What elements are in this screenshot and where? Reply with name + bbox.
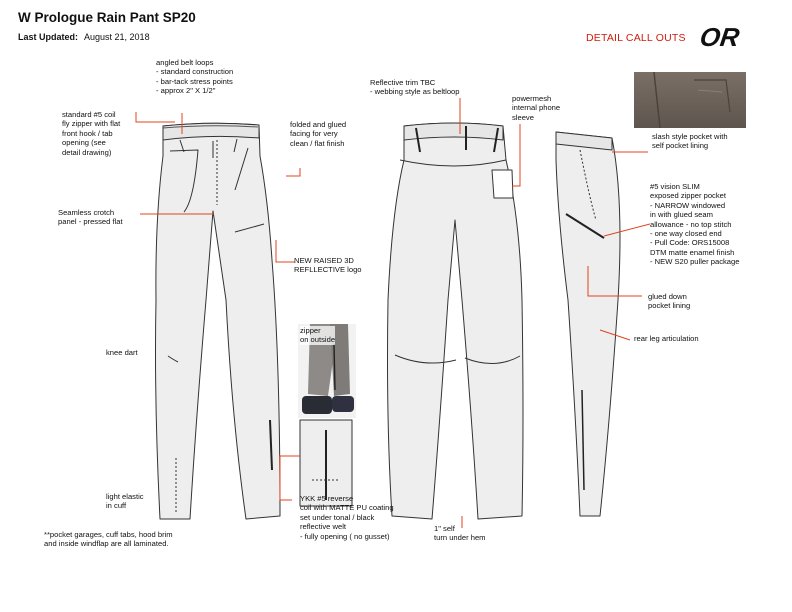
- note-rear-articulation: rear leg articulation: [634, 334, 699, 343]
- last-updated-label: Last Updated:: [18, 32, 79, 42]
- note-reflective-trim: Reflective trim TBC - webbing style as beltloop: [370, 78, 460, 97]
- side-pant-drawing: [556, 132, 620, 516]
- note-self-hem: 1" self turn under hem: [434, 524, 486, 543]
- back-pant-drawing: [388, 123, 524, 519]
- page-title: W Prologue Rain Pant SP20: [18, 10, 196, 25]
- note-slash-pocket: slash style pocket with self pocket lining: [652, 132, 728, 151]
- note-knee-dart: knee dart: [106, 348, 138, 357]
- note-crotch: Seamless crotch panel - pressed flat: [58, 208, 123, 227]
- note-facing: folded and glued facing for very clean / flat finish: [290, 120, 347, 148]
- last-updated-date: August 21, 2018: [84, 32, 150, 42]
- note-zipper-outside: zipper on outside: [300, 326, 336, 345]
- note-vision-zipper: #5 vision SLIM exposed zipper pocket - NARROW windowed in with glued seam allowance - no top stitch - one way closed end - Pull Code: ORS15008 DTM matte enamel finish - NEW S20 puller package: [650, 182, 740, 267]
- brand-logo-text: OR: [700, 24, 742, 52]
- note-ykk-zipper: YKK #5 reverse coil with MATTE PU coating set under tonal / black reflective welt - fully opening ( no gusset): [300, 494, 394, 541]
- note-laminated: **pocket garages, cuff tabs, hood brim and inside windflap are all laminated.: [44, 530, 173, 549]
- note-elastic-cuff: light elastic in cuff: [106, 492, 144, 511]
- note-belt-loops: angled belt loops - standard construction - bar-tack stress points - approx 2" X 1/2": [156, 58, 234, 96]
- note-fly-zipper: standard #5 coil fly zipper with flat front hook / tab opening (see detail drawing): [62, 110, 121, 157]
- note-glued-lining: glued down pocket lining: [648, 292, 691, 311]
- note-powermesh: powermesh internal phone sleeve: [512, 94, 561, 122]
- detail-callouts-heading: DETAIL CALL OUTS: [586, 32, 686, 44]
- note-reflective-logo: NEW RAISED 3D REFLLECTIVE logo: [294, 256, 362, 275]
- front-pant-drawing: [156, 123, 281, 519]
